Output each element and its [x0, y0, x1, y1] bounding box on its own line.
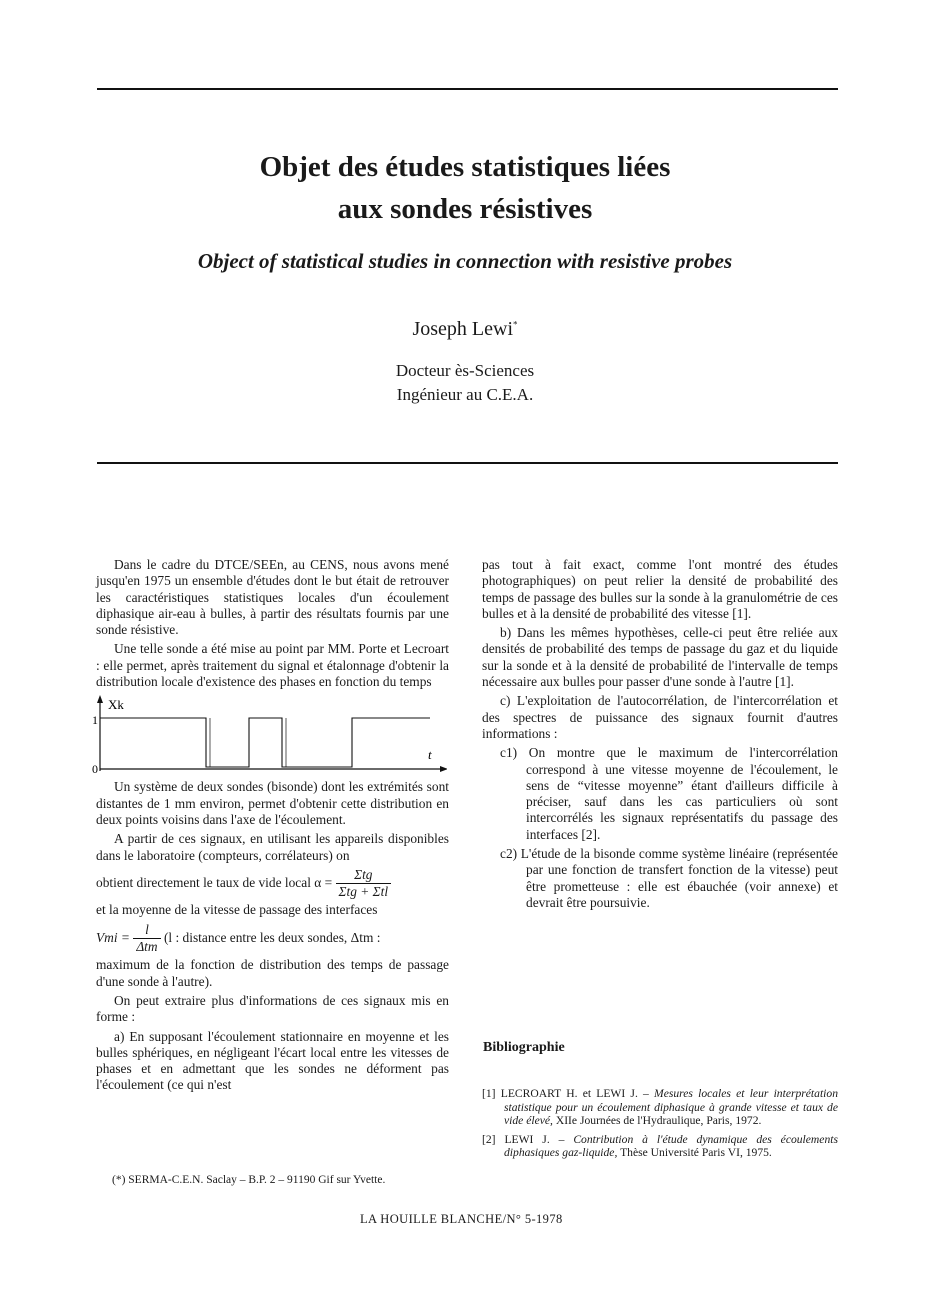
- interface-velocity-definition: (l : distance entre les deux sondes, Δtm :: [163, 929, 381, 945]
- interface-velocity-numerator: l: [133, 922, 160, 939]
- ref-2-number: [2]: [482, 1132, 496, 1146]
- interface-velocity-lhs: Vmi =: [96, 929, 130, 945]
- author-degree: Docteur ès-Sciences: [395, 361, 535, 380]
- right-item-c1: c1) On montre que le maximum de l'intercorrélation correspond à une vitesse moyenne de l'écoulement, le sens de “vitesse moyenne” étant d'ailleurs difficile à préciser, sauf dans les cas particuliers où sont intercorrélés les signaux représentatifs du passage des interfaces [2].: [500, 745, 838, 842]
- left-paragraph-3: Un système de deux sondes (bisonde) dont les extrémités sont distantes de 1 mm environ, permet d'obtenir cette distribution en deux points voisins dans l'axe de l'écoulement.: [96, 779, 449, 827]
- y-tick-high: 1: [92, 713, 98, 728]
- left-paragraph-8: a) En supposant l'écoulement stationnaire en moyenne et les bulles sphériques, en négligeant l'écart local entre les vitesses de phases et en admettant que les sondes ne déforment pas l'écoulement (ce qui n'est: [96, 1028, 449, 1093]
- phase-signal-figure: [92, 693, 447, 773]
- ref-2-source: Thèse Université Paris VI, 1975.: [620, 1146, 772, 1160]
- ref-2-authors: LEWI J. –: [504, 1132, 565, 1146]
- ref-1-source: XIIe Journées de l'Hydraulique, Paris, 1972.: [555, 1114, 762, 1128]
- left-paragraph-1: Dans le cadre du DTCE/SEEn, au CENS, nous avons mené jusqu'en 1975 un ensemble d'études dont le but était de retrouver les caractéristiques statistiques locales d'un écoulement diphasique air-eau à bulles, à partir des résultats fournis par une sonde résistive.: [96, 557, 449, 638]
- left-paragraph-5: et la moyenne de la vitesse de passage des interfaces: [96, 902, 378, 918]
- interface-velocity-fraction: [133, 922, 160, 956]
- phase-square-wave: [100, 718, 430, 767]
- header-bottom-rule: [97, 462, 838, 464]
- right-paragraph-2: b) Dans les mêmes hypothèses, celle-ci peut être reliée aux densités de probabilité des temps de passage du gaz et du liquide sur la sonde et à la densité de probabilité de l'intervalle de temps nécessaire aux bulles pour passer d'une sonde à l'autre [1].: [482, 625, 838, 690]
- author-affiliation-footnote: (*) SERMA-C.E.N. Saclay – B.P. 2 – 91190 Gif sur Yvette.: [112, 1174, 386, 1186]
- bibliography-entry-2: [482, 1133, 838, 1160]
- ref-2-title: Contribution à l'étude dynamique des écoulements diphasiques gaz-liquide,: [504, 1132, 838, 1160]
- left-column: [92, 557, 449, 1097]
- english-title: Object of statistical studies in connection with resistive probes: [197, 249, 733, 273]
- y-axis-arrow: [97, 695, 103, 703]
- title-line-2: aux sondes résistives: [337, 193, 593, 225]
- x-axis-label: t: [428, 747, 432, 763]
- left-paragraph-6: maximum de la fonction de distribution des temps de passage d'une sonde à l'autre).: [96, 957, 449, 989]
- right-item-c2: c2) L'étude de la bisonde comme système linéaire (représentée par une fonction de transfert fonction de la vitesse) peut être prometteuse : elle est ébauchée (voir annexe) et devrait être poursuivie.: [500, 846, 838, 910]
- right-column: [482, 557, 838, 914]
- author-name: [300, 318, 630, 341]
- title-line-1: Objet des études statistiques liées: [259, 151, 671, 183]
- left-paragraph-2: Une telle sonde a été mise au point par MM. Porte et Lecroart : elle permet, après traitement du signal et étalonnage d'obtenir la distribution locale d'existence des phases en fonction du temps: [96, 641, 449, 690]
- interface-velocity-equation: [96, 922, 449, 956]
- bibliography-entry-1: [482, 1087, 838, 1128]
- x-axis-arrow: [440, 766, 447, 772]
- ref-1-title: Mesures locales et leur interprétation statistique pour un écoulement diphasique à grande vitesse et taux de vide élevé,: [504, 1087, 838, 1128]
- right-paragraph-1: pas tout à fait exact, comme l'ont montré des études photographiques) on peut relier la densité de probabilité des temps de passage des bulles sur la sonde à la granulométrie de ces bulles et à la densité de probabilité des vitesse [1].: [482, 557, 838, 621]
- ref-1-authors: LECROART H. et LEWI J. –: [500, 1087, 649, 1100]
- ref-1-number: [1]: [482, 1087, 496, 1100]
- left-paragraph-4: A partir de ces signaux, en utilisant les appareils disponibles dans le laboratoire (compteurs, corrélateurs) on: [96, 831, 449, 863]
- void-fraction-equation: [96, 867, 449, 901]
- void-fraction-numerator: Σtg: [336, 867, 392, 884]
- bibliography-list: [482, 1087, 838, 1165]
- bibliography-heading: Bibliographie: [483, 1040, 565, 1055]
- void-fraction-fraction: [336, 867, 392, 901]
- interface-velocity-denominator: Δtm: [136, 939, 158, 955]
- right-paragraph-3: c) L'exploitation de l'autocorrélation, de l'intercorrélation et des spectres de puissance des signaux fournit d'autres informations :: [482, 693, 838, 741]
- author-footnote-marker: *: [513, 319, 518, 330]
- author-position: Ingénieur au C.E.A.: [396, 385, 534, 404]
- left-paragraph-7: On peut extraire plus d'informations de ces signaux mis en forme :: [96, 992, 449, 1025]
- running-footer: LA HOUILLE BLANCHE/N° 5-1978: [360, 1212, 563, 1226]
- void-fraction-prefix: obtient directement le taux de vide local α =: [96, 874, 333, 890]
- y-axis-label: Xk: [108, 697, 124, 713]
- y-tick-low: 0: [92, 762, 98, 774]
- author-name-text: Joseph Lewi: [412, 318, 514, 340]
- void-fraction-denominator: Σtg + Σtl: [338, 884, 389, 900]
- top-rule: [97, 88, 838, 90]
